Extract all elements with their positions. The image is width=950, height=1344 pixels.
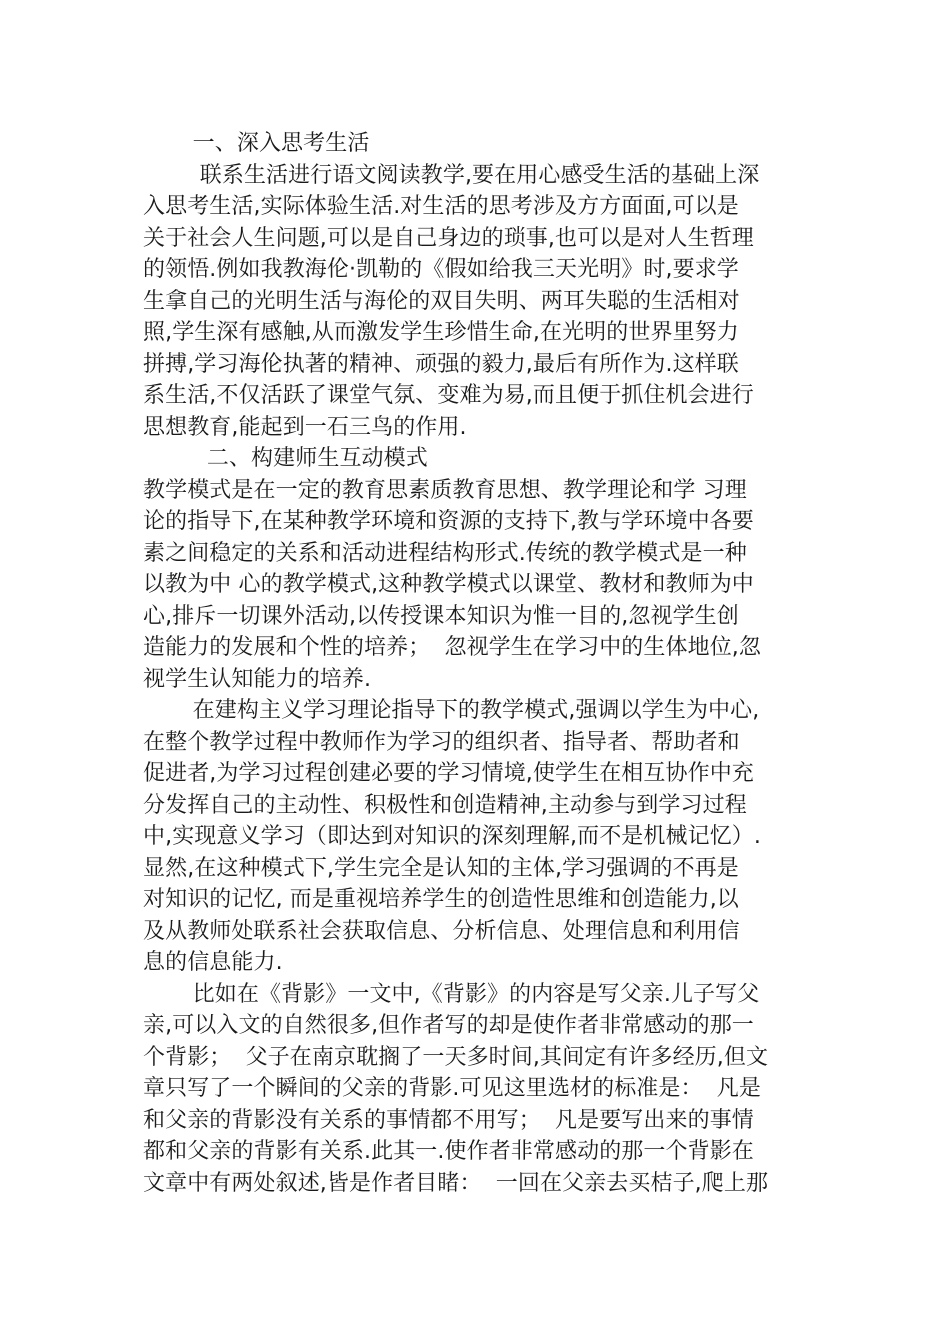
paragraph-line: 以教为中 心的教学模式,这种教学模式以课堂、教材和教师为中 (143, 572, 754, 597)
paragraph-line: 论的指导下,在某种教学环境和资源的支持下,教与学环境中各要 (143, 509, 754, 534)
heading-2: 二、构建师生互动模式 (143, 446, 428, 471)
paragraph-line: 造能力的发展和个性的培养； 忽视学生在学习中的生体地位,忽 (143, 635, 761, 660)
paragraph-line: 文章中有两处叙述,皆是作者目睹： 一回在父亲去买桔子,爬上那 (143, 1170, 769, 1196)
paragraph-line: 显然,在这种模式下,学生完全是认知的主体,学习强调的不再是 (143, 855, 739, 881)
paragraph-line: 心,排斥一切课外活动,以传授课本知识为惟一目的,忽视学生创 (143, 603, 739, 629)
paragraph-line: 在建构主义学习理论指导下的教学模式,强调以学生为中心, (143, 698, 760, 723)
paragraph-line: 息的信息能力. (143, 950, 283, 975)
paragraph-line: 拼搏,学习海伦执著的精神、顽强的毅力,最后有所作为.这样联 (143, 351, 739, 377)
paragraph-line: 在整个教学过程中教师作为学习的组织者、指导者、帮助者和 (143, 729, 740, 755)
paragraph-line: 亲,可以入文的自然很多,但作者写的却是使作者非常感动的那一 (143, 1013, 754, 1038)
paragraph-line: 生拿自己的光明生活与海伦的双目失明、两耳失聪的生活相对 (143, 288, 740, 314)
document-body (143, 128, 808, 1199)
paragraph-line: 和父亲的背影没有关系的事情都不用写； 凡是要写出来的事情 (143, 1107, 754, 1133)
paragraph-line: 及从教师处联系社会获取信息、分析信息、处理信息和利用信 (143, 918, 740, 944)
paragraph-line: 比如在《背影》一文中,《背影》的内容是写父亲.儿子写父 (143, 981, 760, 1007)
paragraph-line: 关于社会人生问题,可以是自己身边的琐事,也可以是对人生哲理 (143, 225, 754, 251)
paragraph-line: 分发挥自己的主动性、积极性和创造精神,主动参与到学习过程 (143, 792, 747, 818)
paragraph-line: 都和父亲的背影有关系.此其一.使作者非常感动的那一个背影在 (143, 1139, 754, 1164)
paragraph-line: 促进者,为学习过程创建必要的学习情境,使学生在相互协作中充 (143, 761, 754, 786)
paragraph-line: 章只写了一个瞬间的父亲的背影.可见这里选材的标准是： 凡是 (143, 1076, 761, 1101)
paragraph-line: 视学生认知能力的培养. (143, 666, 372, 692)
paragraph-line: 入思考生活,实际体验生活.对生活的思考涉及方方面面,可以是 (143, 194, 739, 219)
paragraph-line: 联系生活进行语文阅读教学,要在用心感受生活的基础上深 (143, 162, 760, 188)
paragraph-line: 教学模式是在一定的教育思素质教育思想、教学理论和学 习理 (143, 477, 747, 503)
paragraph-line: 的领悟.例如我教海伦·凯勒的《假如给我三天光明》时,要求学 (143, 257, 739, 282)
paragraph-line: 中,实现意义学习（即达到对知识的深刻理解,而不是机械记忆）. (143, 824, 761, 849)
paragraph-line: 思想教育,能起到一石三鸟的作用. (143, 414, 467, 440)
paragraph-line: 对知识的记忆, 而是重视培养学生的创造性思维和创造能力,以 (143, 887, 739, 912)
paragraph-line: 个背影； 父子在南京耽搁了一天多时间,其间定有许多经历,但文 (143, 1044, 769, 1070)
heading-1: 一、深入思考生活 (143, 131, 370, 156)
paragraph-line: 素之间稳定的关系和活动进程结构形式.传统的教学模式是一种 (143, 540, 747, 566)
paragraph-line: 照,学生深有感触,从而激发学生珍惜生命,在光明的世界里努力 (143, 320, 739, 345)
paragraph-line: 系生活,不仅活跃了课堂气氛、变难为易,而且便于抓住机会进行 (143, 383, 754, 408)
